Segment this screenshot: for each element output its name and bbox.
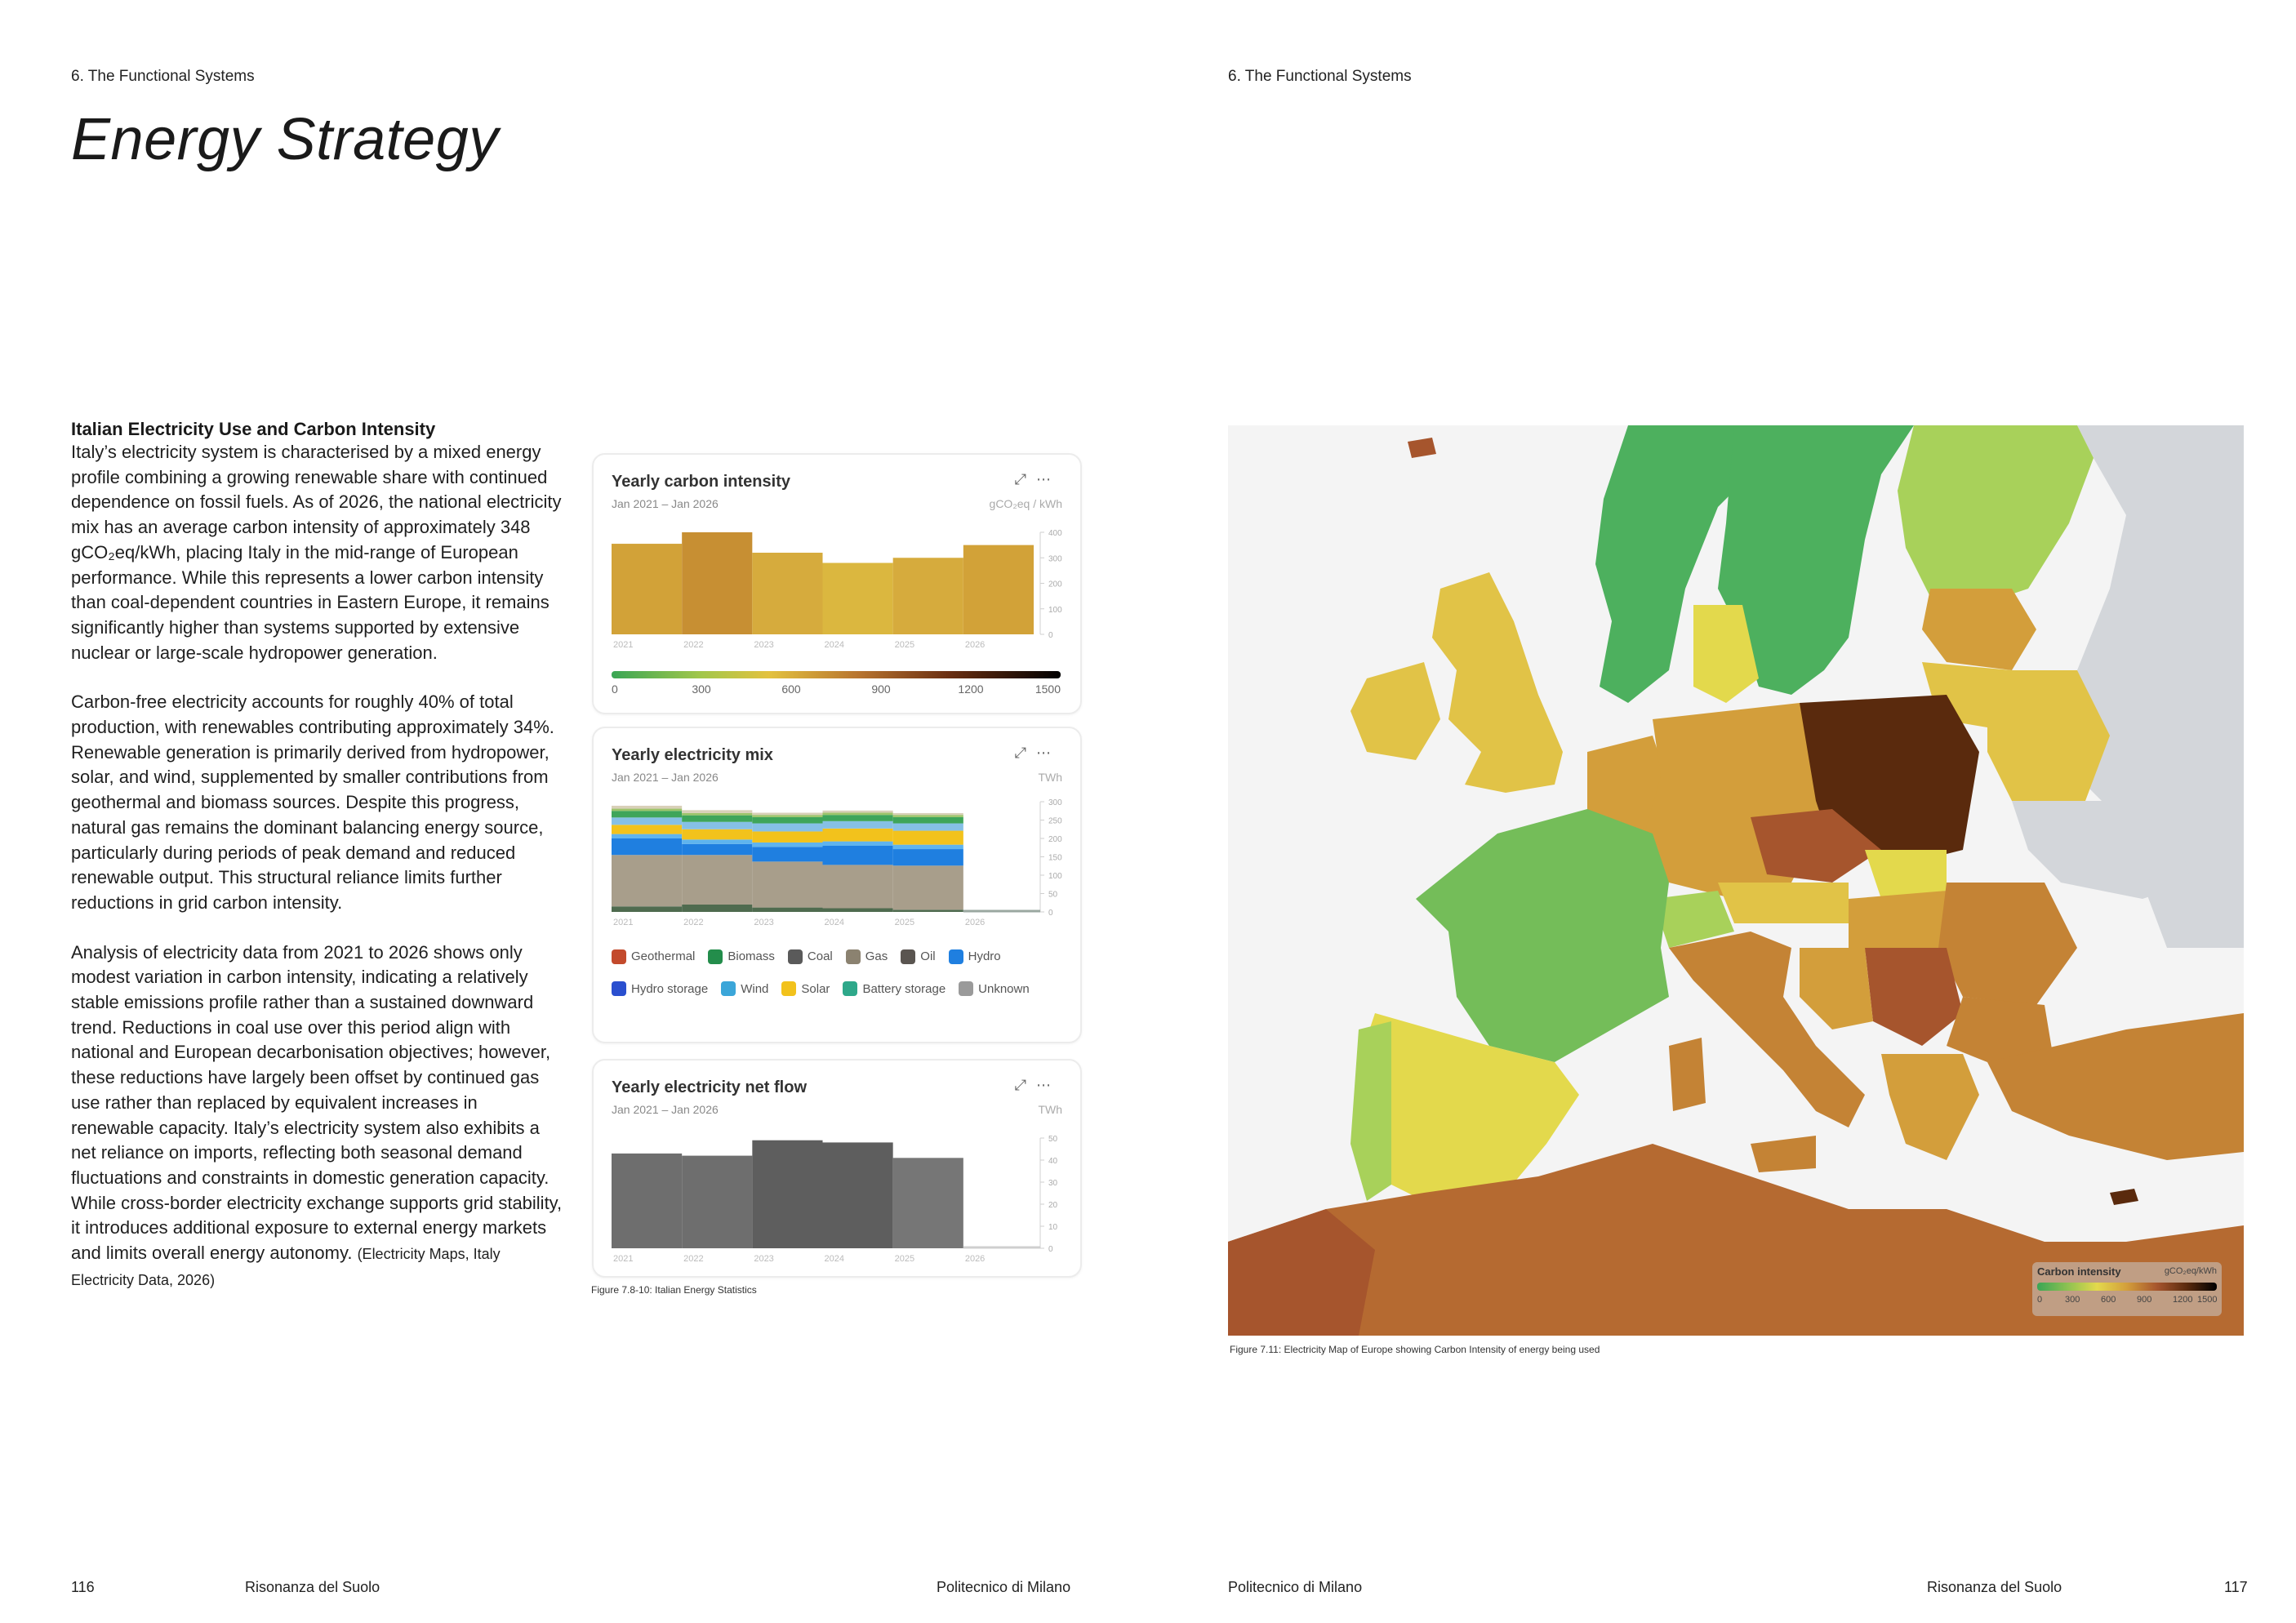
scale-tick-label: 600 [781, 683, 801, 696]
card-subtitle: Jan 2021 – Jan 2026 [612, 771, 719, 784]
carbon-intensity-chart [594, 455, 1080, 713]
bar-segment-geothermal [612, 809, 682, 812]
map-region-serbia [1865, 948, 1963, 1046]
legend-label: Wind [741, 981, 769, 996]
y-tick-label: 0 [1048, 631, 1053, 640]
map-legend-tick: 1200 [2173, 1295, 2193, 1305]
legend-swatch [846, 949, 861, 964]
bar-segment-coal [893, 909, 963, 912]
legend-swatch [788, 949, 803, 964]
y-tick-label: 20 [1048, 1201, 1058, 1210]
map-legend-tick: 600 [2101, 1295, 2116, 1305]
legend-item[interactable] [781, 975, 830, 1003]
bar-2021 [612, 544, 682, 634]
legend-label: Unknown [978, 981, 1030, 996]
bar-2021 [612, 1154, 682, 1248]
x-tick-label: 2023 [754, 918, 774, 927]
x-tick-label: 2023 [754, 640, 774, 650]
footer-school: Politecnico di Milano [1228, 1579, 1363, 1595]
bar-segment-solar [893, 831, 963, 845]
bar-segment-gas [682, 855, 752, 905]
bar-segment-biomass [682, 816, 752, 822]
map-region-romania [1938, 883, 2077, 1005]
y-tick-label: 100 [1048, 872, 1062, 881]
y-tick-label: 300 [1048, 554, 1062, 564]
bar-segment-wind [682, 822, 752, 829]
y-tick-label: 50 [1048, 1135, 1058, 1144]
x-tick-label: 2021 [613, 918, 634, 927]
bar-segment-wind [612, 817, 682, 825]
map-legend-tick: 0 [2037, 1295, 2043, 1305]
legend-swatch [843, 981, 857, 996]
page-title: Energy Strategy [71, 107, 499, 172]
y-tick-label: 50 [1048, 890, 1058, 900]
x-tick-label: 2024 [824, 640, 844, 650]
legend-item[interactable] [901, 942, 935, 971]
page-number: 117 [2224, 1579, 2248, 1595]
scale-tick-label: 0 [612, 683, 618, 696]
x-tick-label: 2026 [964, 1254, 986, 1264]
bar-segment-gas [823, 865, 893, 908]
x-tick-label: 2025 [894, 1254, 915, 1264]
x-tick-label: 2021 [613, 640, 634, 650]
y-tick-label: 200 [1048, 835, 1062, 844]
y-tick-label: 0 [1048, 909, 1053, 918]
bar-2026 [963, 545, 1034, 634]
bar-segment-wind [752, 824, 822, 832]
paragraph-1: Italy’s electricity system is characterised by a mixed energy profile combining a growing renewable share with continued dependence on fossil fuels. As of 2026, the national electricity mix has an average carbon intensity of approximately 348 gCO₂eq/kWh, placing Italy in the mid-range of European performance. While this represents a lower carbon intensity than coal-dependent countries in Eastern Europe, it remains significantly higher than systems supported by extensive nuclear or large-scale hydropower generation. [71, 442, 562, 663]
card-title: Yearly electricity net flow [612, 1078, 807, 1096]
x-tick-label: 2023 [754, 1254, 774, 1264]
bar-segment-oil [823, 811, 893, 813]
card-subtitle: Jan 2021 – Jan 2026 [612, 1103, 719, 1116]
bar-segment-coal [682, 905, 752, 912]
legend-item[interactable] [949, 942, 1001, 971]
paragraph-3-text: Analysis of electricity data from 2021 to 2026 shows only modest variation in carbon intensity, indicating a relatively stable emissions profile rather than a sustained downward trend. Reductions in coal use over this period align with national and European decarbonisation objectives; however, these reductions have largely been offset by continued gas use rather than replaced by equivalent increases in renewable capacity. Italy’s electricity system also exhibits a net reliance on imports, reflecting both seasonal demand fluctuations and constraints in domestic generation capacity. While cross-border electricity exchange supports grid stability, it introduces additional exposure to external energy markets and limits overall energy autonomy. [71, 941, 563, 1264]
bar-segment-coal [612, 906, 682, 912]
legend-label: Oil [920, 949, 936, 963]
expand-icon[interactable]: ⤢ [1014, 1077, 1036, 1093]
map-region-greece [1881, 1054, 1979, 1160]
bar-segment-hydro-storage [893, 845, 963, 849]
map-legend-tick: 900 [2137, 1295, 2152, 1305]
legend-label: Biomass [728, 949, 775, 963]
x-tick-label: 2025 [894, 640, 915, 650]
more-icon[interactable]: ⋯ [1036, 471, 1061, 487]
card-subtitle: Jan 2021 – Jan 2026 [612, 497, 719, 510]
legend-swatch [708, 949, 723, 964]
expand-icon[interactable]: ⤢ [1014, 745, 1036, 761]
section-label: 6. The Functional Systems [1228, 68, 1412, 85]
scale-tick-label: 900 [871, 683, 891, 696]
page-number: 116 [71, 1579, 95, 1595]
map-legend-tick: 1500 [2197, 1295, 2218, 1305]
bar-segment-oil [752, 813, 822, 816]
map-region-cyprus [2110, 1189, 2138, 1205]
x-tick-label: 2026 [964, 918, 986, 927]
bar-2023 [752, 1141, 822, 1248]
card-unit: gCO₂eq / kWh [989, 497, 1062, 510]
bar-segment-hydro-storage [752, 843, 822, 847]
map-region-austria [1718, 883, 1849, 923]
card-title: Yearly carbon intensity [612, 473, 790, 491]
y-tick-label: 300 [1048, 798, 1062, 807]
bar-segment-hydro [752, 847, 822, 861]
bar-segment-oil [612, 806, 682, 809]
card-unit: TWh [1038, 1103, 1062, 1116]
chart-legend [612, 942, 1069, 1007]
map-region-iceland [1408, 438, 1436, 458]
y-tick-label: 100 [1048, 605, 1062, 615]
bar-2022 [682, 532, 752, 634]
legend-swatch [612, 981, 626, 996]
y-tick-label: 150 [1048, 853, 1062, 863]
map-region-portugal [1350, 1021, 1391, 1201]
bar-segment-geothermal [893, 815, 963, 817]
legend-item[interactable] [843, 975, 946, 1003]
bar-segment-hydro-storage [823, 842, 893, 846]
bar-segment-biomass [823, 815, 893, 821]
card-title: Yearly electricity mix [612, 746, 773, 764]
map-region-baltics [1922, 589, 2036, 670]
legend-label: Hydro storage [631, 981, 709, 996]
legend-swatch [612, 949, 626, 964]
footer-title: Risonanza del Suolo [245, 1579, 380, 1595]
x-tick-label: 2022 [683, 918, 704, 927]
scale-tick-label: 1200 [958, 683, 984, 696]
map-svg [1228, 425, 2244, 1336]
scale-tick-label: 1500 [1035, 683, 1061, 696]
legend-item[interactable] [612, 942, 695, 971]
map-region-uk [1432, 572, 1563, 793]
bar-segment-biomass [752, 817, 822, 824]
bar-2025 [893, 1158, 963, 1248]
electricity-mix-chart [594, 728, 1080, 932]
y-tick-label: 200 [1048, 580, 1062, 589]
expand-icon[interactable]: ⤢ [1014, 471, 1036, 487]
legend-item[interactable] [846, 942, 888, 971]
bar-segment-geothermal [823, 813, 893, 816]
bar-segment-solar [823, 829, 893, 842]
x-tick-label: 2024 [824, 1254, 844, 1264]
y-tick-label: 10 [1048, 1223, 1058, 1232]
legend-swatch [959, 981, 973, 996]
bar-segment-coal [823, 909, 893, 913]
map-region-ireland [1350, 662, 1440, 760]
section-label: 6. The Functional Systems [71, 68, 255, 85]
color-scale-bar [612, 671, 1061, 678]
legend-item[interactable] [721, 975, 768, 1003]
legend-item[interactable] [959, 975, 1030, 1003]
legend-label: Battery storage [862, 981, 946, 996]
x-tick-label: 2026 [964, 640, 986, 650]
electricity-mix-card [592, 727, 1082, 1043]
bar-segment-biomass [612, 811, 682, 817]
map-legend-title: Carbon intensity [2037, 1265, 2121, 1278]
body-text [71, 419, 565, 1318]
map-region-finland [1898, 425, 2094, 605]
y-tick-label: 400 [1048, 529, 1062, 538]
map-legend-scale [2037, 1283, 2217, 1291]
map-legend [2032, 1262, 2222, 1316]
card-unit: TWh [1038, 771, 1062, 784]
y-tick-label: 250 [1048, 816, 1062, 826]
y-tick-label: 0 [1048, 1245, 1053, 1254]
bar-segment-solar [682, 829, 752, 840]
bar-segment-geothermal [682, 813, 752, 816]
legend-swatch [781, 981, 796, 996]
bar-2025 [893, 558, 963, 634]
map-legend-tick: 300 [2065, 1295, 2080, 1305]
bar-segment-oil [893, 813, 963, 815]
bar-2022 [682, 1156, 752, 1248]
legend-swatch [901, 949, 915, 964]
bar-segment-gas [612, 855, 682, 906]
bar-segment-hydro [893, 849, 963, 865]
legend-swatch [721, 981, 736, 996]
bar-segment-wind [823, 821, 893, 829]
bar-segment-oil [682, 810, 752, 813]
x-tick-label: 2024 [824, 918, 844, 927]
bar-segment-solar [752, 831, 822, 842]
y-tick-label: 40 [1048, 1157, 1058, 1166]
x-tick-label: 2022 [683, 640, 704, 650]
map-region-slovakia [1865, 850, 1947, 899]
legend-item[interactable] [612, 975, 708, 1003]
legend-label: Solar [801, 981, 830, 996]
europe-carbon-map [1228, 425, 2244, 1336]
bar-segment-biomass [893, 817, 963, 824]
map-region-balkans-west [1800, 948, 1873, 1029]
paragraph-3 [71, 940, 565, 1293]
bar-2024 [823, 1142, 893, 1248]
map-region-sicily [1751, 1136, 1816, 1172]
legend-label: Geothermal [631, 949, 696, 963]
carbon-intensity-card [592, 453, 1082, 714]
legend-item[interactable] [708, 942, 775, 971]
y-tick-label: 30 [1048, 1179, 1058, 1188]
paragraph-2: Carbon-free electricity accounts for roughly 40% of total production, with renewables contributing approximately 34%. Renewable generation is primarily derived from hydropower, solar, and wind, supplemented by smaller contributions from geothermal and biomass sources. Despite this progress, natural gas remains the dominant balancing energy source, particularly during periods of peak demand and reduced renewable output. This structural reliance limits further reductions in grid carbon intensity. [71, 691, 554, 913]
bar-segment-hydro [823, 846, 893, 865]
footer-title: Risonanza del Suolo [1927, 1579, 2062, 1595]
more-icon[interactable]: ⋯ [1036, 745, 1061, 761]
bar-segment-wind [893, 824, 963, 831]
map-region-sardinia [1669, 1038, 1706, 1111]
bar-segment-coal [752, 908, 822, 912]
citation: (Electricity Maps, Italy Electricity Data, 2026) [71, 1246, 501, 1288]
legend-label: Hydro [968, 949, 1001, 963]
bar-segment-solar [612, 825, 682, 834]
scale-tick-label: 300 [692, 683, 711, 696]
bar-segment-hydro [612, 838, 682, 855]
map-legend-ticks [2037, 1295, 2217, 1308]
bar-segment-hydro [682, 844, 752, 856]
legend-item[interactable] [788, 942, 833, 971]
bar-segment-geothermal [752, 815, 822, 817]
bar-segment-hydro-storage [612, 834, 682, 838]
bar-segment-hydro-storage [682, 839, 752, 843]
map-region-france [1416, 809, 1669, 1062]
bar-2023 [752, 553, 822, 634]
x-tick-label: 2022 [683, 1254, 704, 1264]
bar-2024 [823, 563, 893, 635]
bar-segment-gas [893, 865, 963, 909]
bar-segment-gas [752, 861, 822, 907]
body-heading: Italian Electricity Use and Carbon Intensity [71, 419, 436, 439]
x-tick-label: 2025 [894, 918, 915, 927]
more-icon[interactable]: ⋯ [1036, 1077, 1061, 1093]
figure-caption: Figure 7.11: Electricity Map of Europe showing Carbon Intensity of energy being used [1230, 1344, 1600, 1355]
figure-caption: Figure 7.8-10: Italian Energy Statistics [591, 1284, 757, 1296]
net-flow-chart [594, 1061, 1080, 1276]
legend-swatch [949, 949, 963, 964]
net-flow-card [592, 1059, 1082, 1278]
x-tick-label: 2021 [613, 1254, 634, 1264]
map-legend-unit: gCO₂eq/kWh [2164, 1266, 2217, 1276]
legend-label: Coal [807, 949, 833, 963]
footer-school: Politecnico di Milano [937, 1579, 1071, 1595]
legend-label: Gas [865, 949, 888, 963]
